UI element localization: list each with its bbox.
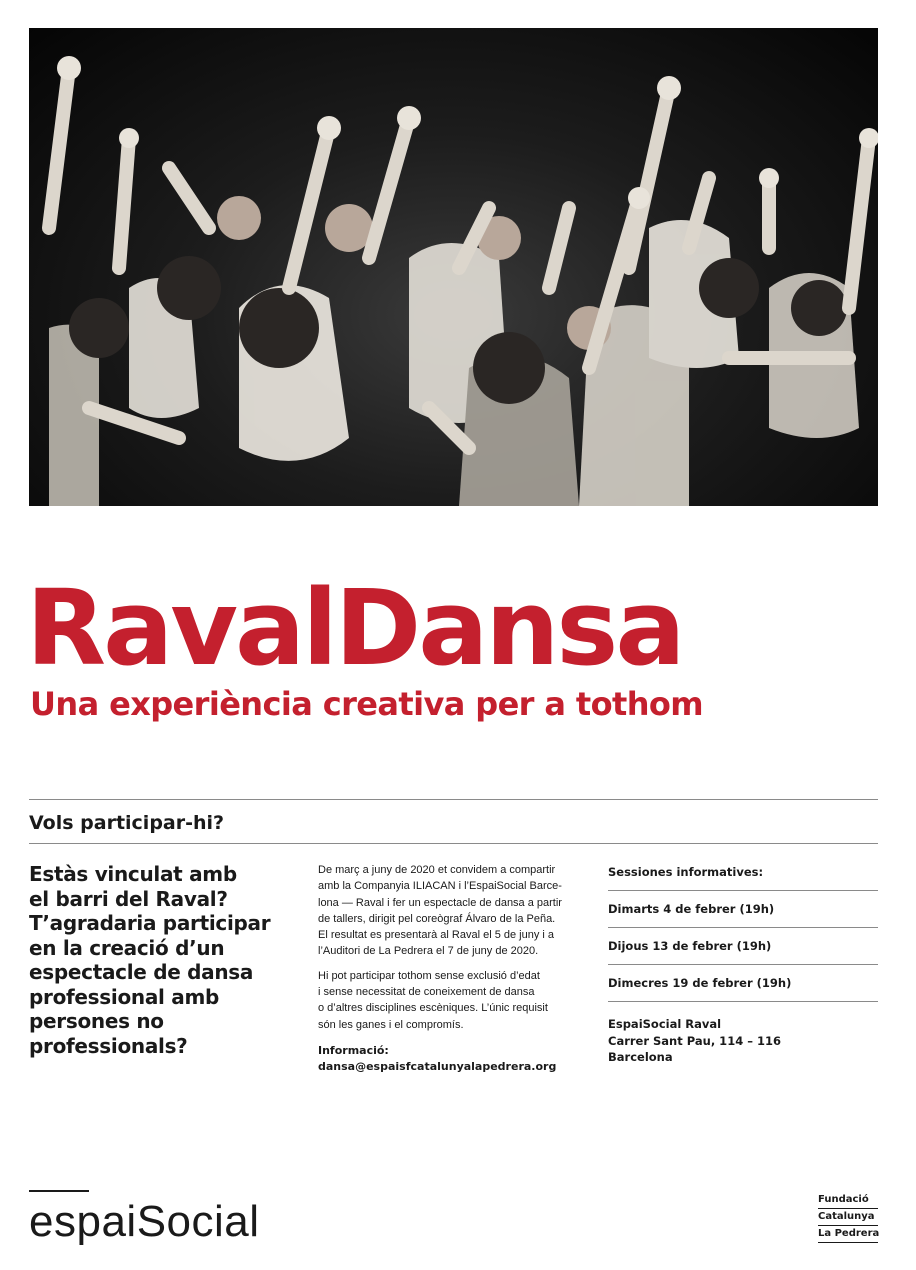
lead-line: espectacle de dansa: [29, 960, 254, 984]
divider-bottom: [29, 843, 878, 844]
description-paragraph: [318, 862, 586, 960]
session-item: Dimarts 4 de febrer (19h): [608, 891, 878, 928]
text-line: l’Auditori de La Pedrera el 7 de juny de 2020.: [318, 945, 539, 958]
lead-line: professional amb: [29, 984, 219, 1009]
eligibility-paragraph: [318, 968, 586, 1033]
logo-wordmark: espaiSocial: [29, 1197, 260, 1246]
lead-line: professionals?: [29, 1033, 188, 1058]
lead-line: Estàs vinculat amb: [29, 862, 237, 886]
section-question: Vols participar-hi?: [29, 812, 225, 834]
logo-line: Fundació: [818, 1192, 878, 1209]
lead-line: el barri del Raval?: [29, 886, 228, 911]
text-line: són les ganes i el compromís.: [318, 1018, 464, 1031]
poster-title: RavalDansa: [26, 567, 683, 689]
sessions-column: [608, 862, 878, 1066]
text-line: amb la Companyia ILIACAN i l’EspaiSocial Barce-: [318, 880, 562, 893]
lead-question: [29, 862, 304, 1058]
lead-line: en la creació d’un: [29, 935, 225, 960]
venue-address: [608, 1016, 878, 1066]
text-line: Hi pot participar tothom sense exclusió d’edat: [318, 969, 540, 982]
session-item: Dimecres 19 de febrer (19h): [608, 965, 878, 1002]
text-line: El resultat es presentarà al Raval el 5 de juny i a: [318, 929, 555, 942]
text-line: o d’altres disciplines escèniques. L’únic requisit: [318, 1002, 548, 1015]
venue-street: Carrer Sant Pau, 114 – 116: [608, 1033, 781, 1048]
logo-line: La Pedrera: [818, 1226, 878, 1243]
espaisocial-logo: [29, 1190, 260, 1244]
logo-bar: [29, 1190, 89, 1192]
hero-photo: [29, 28, 878, 506]
text-line: de tallers, dirigit pel coreògraf Álvaro de la Peña.: [318, 912, 556, 925]
divider-top: [29, 799, 878, 800]
dancers-illustration: [29, 28, 878, 506]
lead-line: T’agradaria participar: [29, 911, 271, 935]
sessions-heading: Sessiones informatives:: [608, 862, 878, 891]
venue-name: EspaiSocial Raval: [608, 1017, 722, 1031]
info-email-link[interactable]: dansa@espaisfcatalunyalapedrera.org: [318, 1060, 557, 1074]
text-line: lona — Raval i fer un espectacle de dansa a partir: [318, 896, 562, 909]
lead-line: persones no: [29, 1009, 164, 1033]
text-line: De març a juny de 2020 et convidem a compartir: [318, 864, 556, 876]
info-label: Informació:: [318, 1043, 389, 1057]
description-column: [318, 862, 586, 1076]
logo-line: Catalunya: [818, 1209, 878, 1226]
poster-subtitle: Una experiència creativa per a tothom: [30, 685, 704, 723]
text-line: i sense necessitat de coneixement de dansa: [318, 986, 535, 999]
session-item: Dijous 13 de febrer (19h): [608, 928, 878, 965]
venue-city: Barcelona: [608, 1050, 673, 1064]
fundacio-logo: [818, 1192, 878, 1243]
